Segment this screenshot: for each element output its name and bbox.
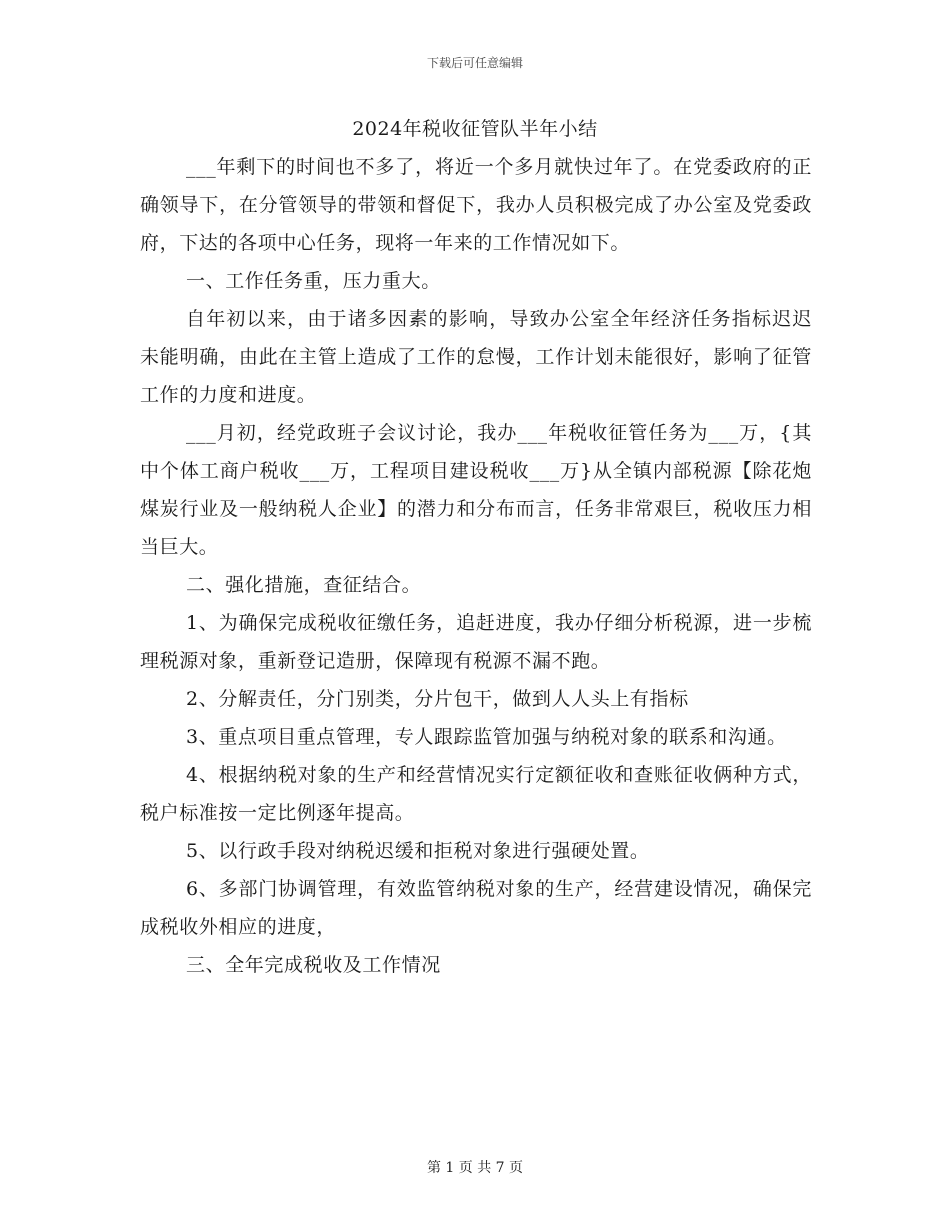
document-body (140, 148, 812, 984)
list-item-4: 4、根据纳税对象的生产和经营情况实行定额征收和查账征收俩种方式，税户标准按一定比例逐年提高。 (140, 764, 812, 824)
list-item-6: 6、多部门协调管理，有效监管纳税对象的生产，经营建设情况，确保完成税收外相应的进度， (140, 878, 812, 938)
paragraph-intro: ___年剩下的时间也不多了，将近一个多月就快过年了。在党委政府的正确领导下，在分管领导的带领和督促下，我办人员积极完成了办公室及党委政府，下达的各项中心任务，现将一年来的工作情况如下。 (140, 156, 812, 254)
list-item-3: 3、重点项目重点管理，专人跟踪监管加强与纳税对象的联系和沟通。 (186, 726, 787, 748)
list-item-5: 5、以行政手段对纳税迟缓和拒税对象进行强硬处置。 (186, 840, 650, 862)
list-item-1: 1、为确保完成税收征缴任务，追赶进度，我办仔细分析税源，进一步梳理税源对象，重新登记造册，保障现有税源不漏不跑。 (140, 612, 812, 672)
list-item-2: 2、分解责任，分门别类，分片包干，做到人人头上有指标 (186, 688, 689, 710)
section-heading-3: 三、全年完成税收及工作情况 (186, 954, 441, 976)
section-heading-2: 二、强化措施，查征结合。 (186, 574, 422, 596)
page-number: 第 1 页 共 7 页 (426, 1160, 524, 1176)
paragraph-section-1-a: 自年初以来，由于诸多因素的影响，导致办公室全年经济任务指标迟迟未能明确，由此在主管上造成了工作的怠慢，工作计划未能很好，影响了征管工作的力度和进度。 (140, 308, 812, 406)
document-title: 2024年税收征管队半年小结 (352, 118, 598, 140)
paragraph-section-1-b: ___月初，经党政班子会议讨论，我办___年税收征管任务为___万，{其中个体工商户税收___万，工程项目建设税收___万}从全镇内部税源【除花炮煤炭行业及一般纳税人企业】的潜力和分布而言，任务非常艰巨，税收压力相当巨大。 (140, 422, 812, 558)
section-heading-1: 一、工作任务重，压力重大。 (186, 270, 441, 292)
page-header-note: 下载后可任意编辑 (426, 56, 523, 70)
